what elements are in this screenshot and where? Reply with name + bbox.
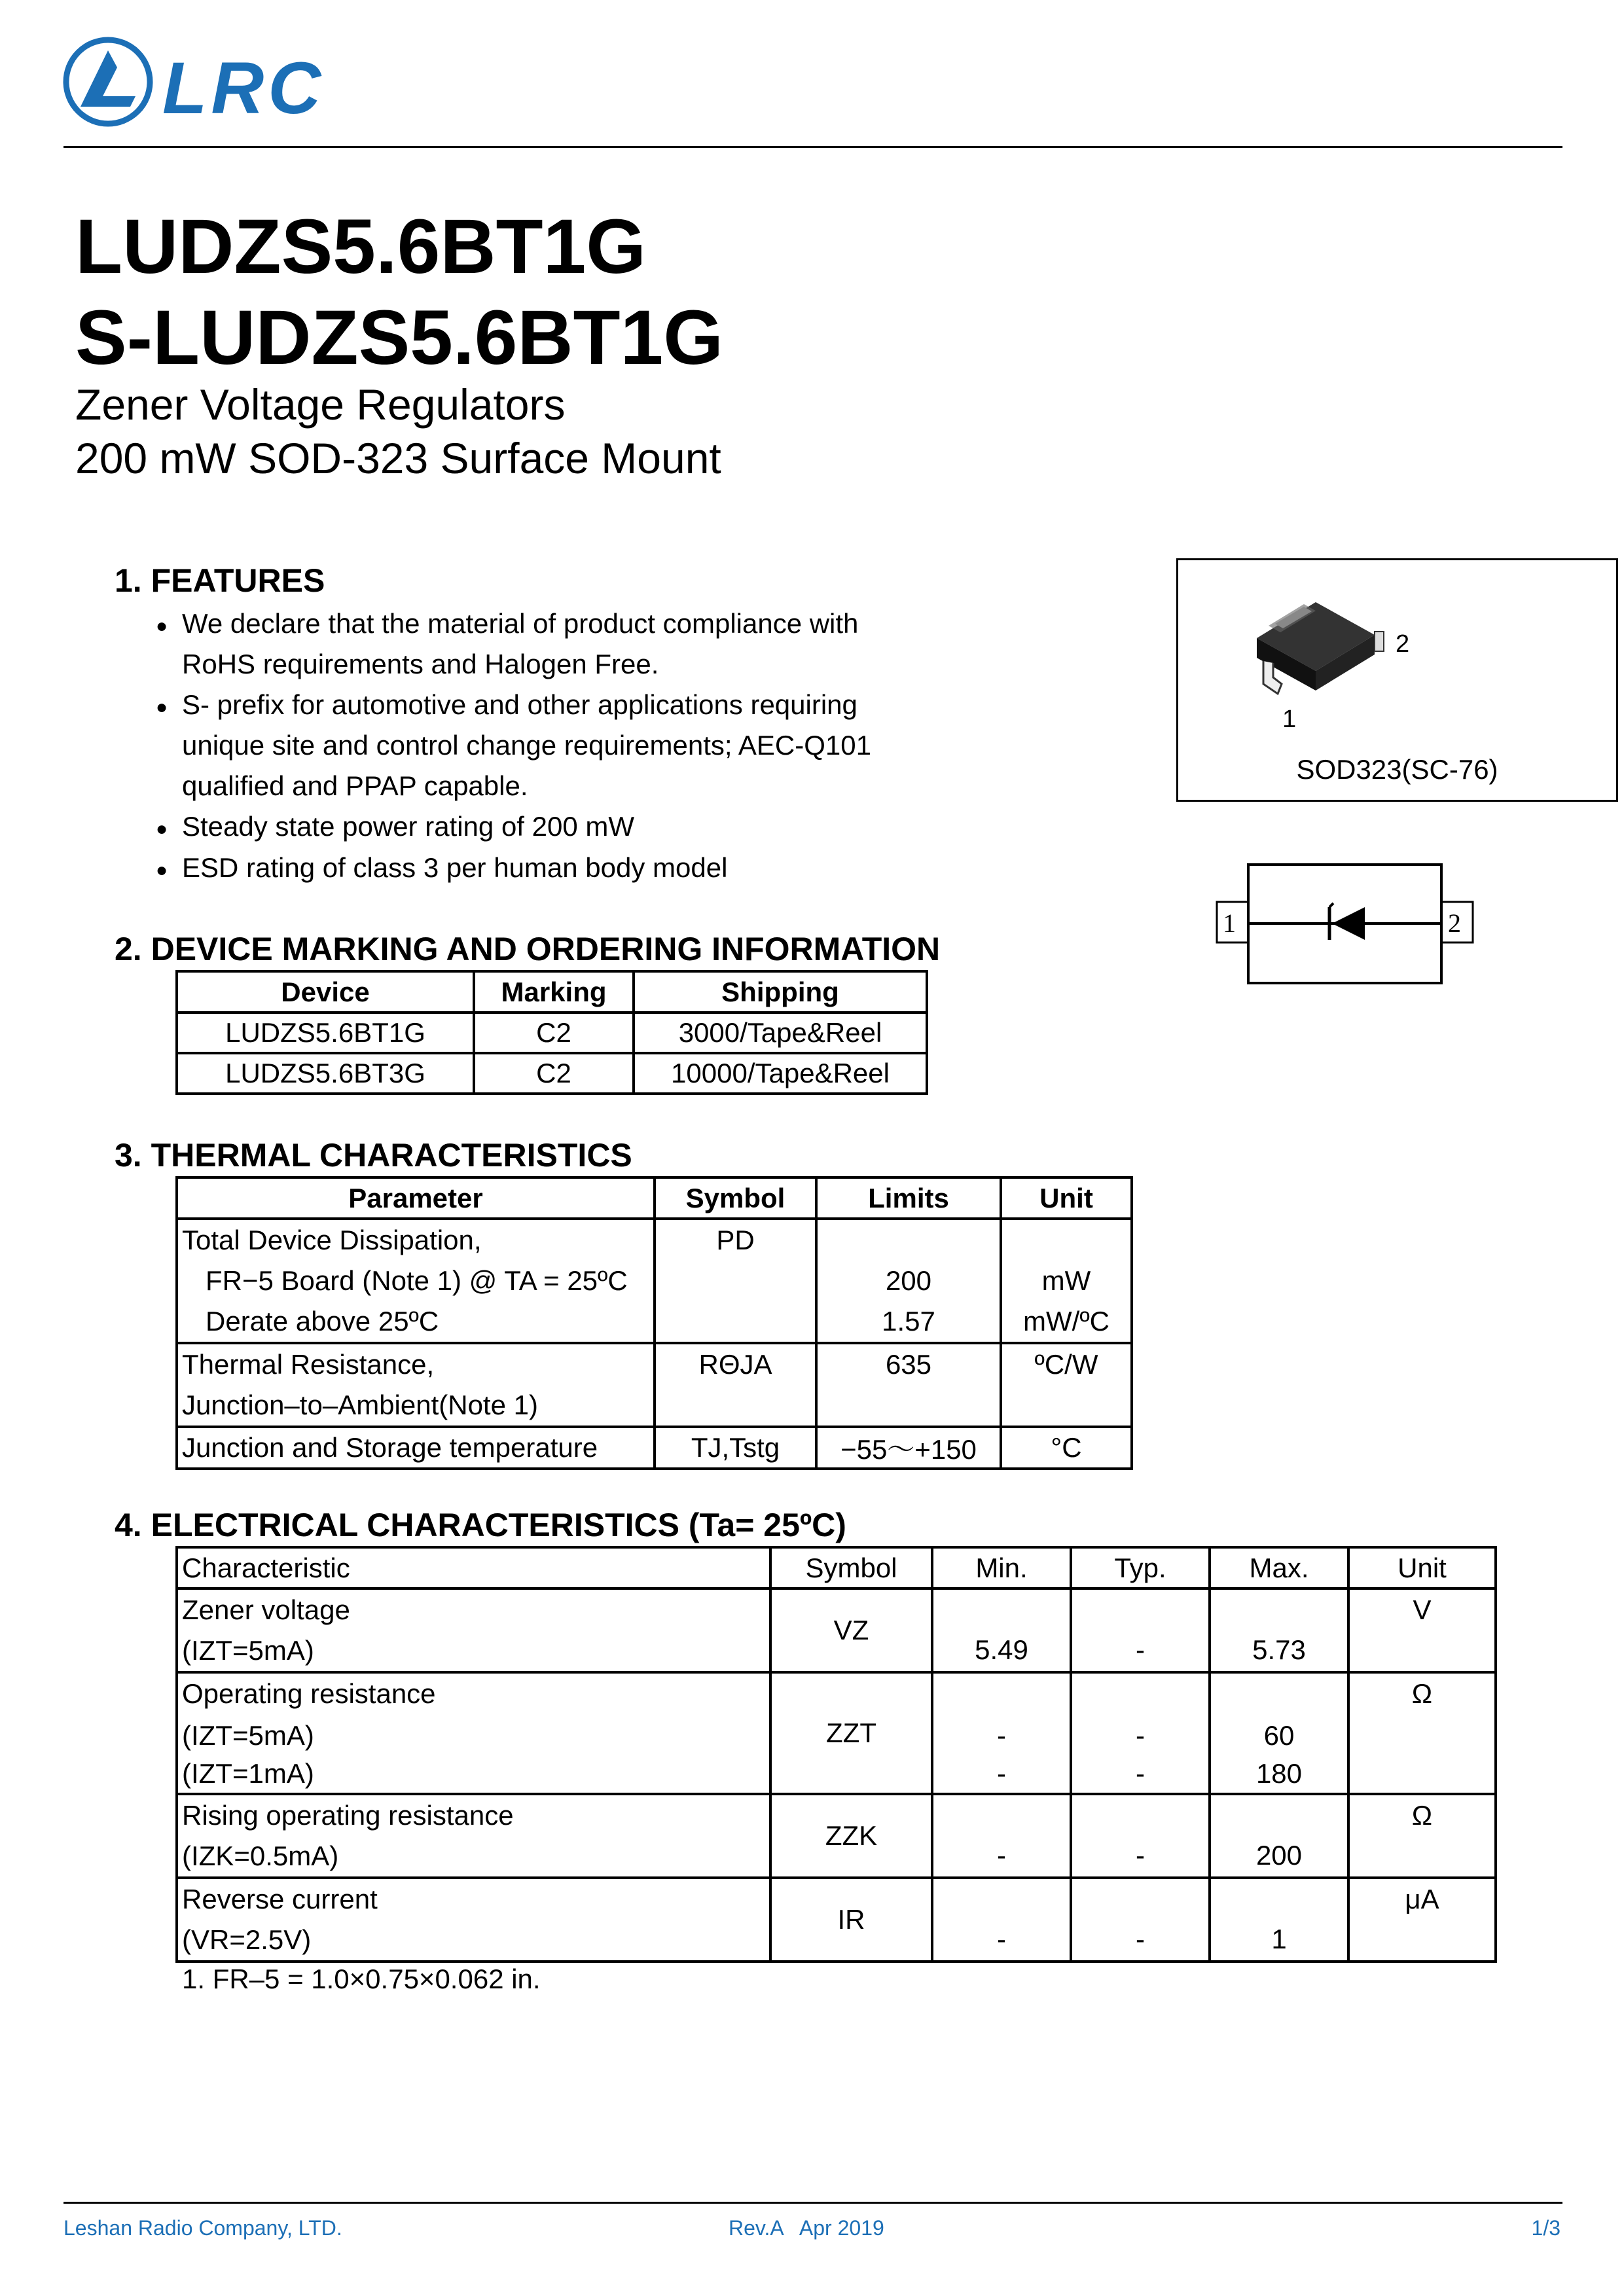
subtitle-line2: 200 mW SOD-323 Surface Mount	[75, 434, 721, 482]
table-cell: 3000/Tape&Reel	[634, 1013, 927, 1053]
feature-line: ESD rating of class 3 per human body model	[182, 852, 728, 883]
sod323-package-icon	[1244, 586, 1440, 736]
package-label: SOD323(SC-76)	[1296, 754, 1498, 785]
table-header: Parameter	[177, 1177, 655, 1219]
electrical-table	[175, 1546, 1497, 1963]
table-cell: Junction and Storage temperature	[177, 1427, 655, 1469]
table-cell: Derate above 25ºC	[206, 1306, 439, 1336]
part-number-title-s: S-LUDZS5.6BT1G	[75, 295, 724, 381]
table-header: Max.	[1210, 1547, 1348, 1588]
table-row	[177, 1878, 1496, 1962]
table-cell: IR	[770, 1878, 932, 1962]
table-header: Characteristic	[177, 1547, 770, 1588]
table-row	[177, 1219, 1132, 1343]
table-header: Limits	[816, 1177, 1001, 1219]
table-cell: RΘJA	[655, 1343, 816, 1427]
table-header: Symbol	[770, 1547, 932, 1588]
footer-company: Leshan Radio Company, LTD.	[63, 2216, 342, 2240]
table-cell: (IZT=5mA)	[182, 1720, 314, 1751]
table-cell: C2	[474, 1013, 634, 1053]
table-cell: 10000/Tape&Reel	[634, 1053, 927, 1094]
table-cell: ZZK	[770, 1794, 932, 1878]
electrical-heading: 4. ELECTRICAL CHARACTERISTICS (Ta= 25ºC)	[115, 1507, 846, 1543]
table-header: Marking	[474, 971, 634, 1013]
table-cell: FR−5 Board (Note 1) @ TA = 25ºC	[206, 1265, 628, 1296]
table-cell: (IZT=5mA)	[182, 1635, 314, 1666]
feature-line: qualified and PPAP capable.	[182, 770, 528, 801]
subtitle-line1: Zener Voltage Regulators	[75, 380, 566, 429]
table-row	[177, 1343, 1132, 1427]
table-cell: Operating resistance	[182, 1678, 436, 1709]
table-cell: 5.49	[932, 1588, 1071, 1672]
table-header: Unit	[1348, 1547, 1496, 1588]
table-cell: Junction–to–Ambient(Note 1)	[182, 1390, 538, 1420]
table-header: Symbol	[655, 1177, 816, 1219]
table-cell: mW/ºC	[1023, 1306, 1110, 1336]
electrical-note: 1. FR–5 = 1.0×0.75×0.062 in.	[182, 1964, 541, 1994]
package-pin1-label: 1	[1282, 706, 1297, 733]
table-cell: Total Device Dissipation,	[182, 1225, 482, 1255]
feature-line: S- prefix for automotive and other applications requiring	[182, 689, 857, 720]
table-cell: °C	[1001, 1427, 1132, 1469]
table-row	[177, 1588, 1496, 1672]
table-cell: -	[997, 1720, 1006, 1751]
table-row	[177, 1794, 1496, 1878]
thermal-heading: 3. THERMAL CHARACTERISTICS	[115, 1137, 632, 1174]
table-row	[177, 1053, 927, 1094]
schematic-pin2-label: 2	[1448, 908, 1461, 938]
table-cell: PD	[655, 1219, 816, 1343]
table-header: Device	[177, 971, 474, 1013]
table-cell: -	[997, 1758, 1006, 1789]
features-heading: 1. FEATURES	[115, 562, 325, 599]
table-cell: (VR=2.5V)	[182, 1924, 312, 1955]
table-cell: -	[1071, 1878, 1210, 1962]
table-cell: ºC/W	[1001, 1343, 1132, 1427]
table-cell: C2	[474, 1053, 634, 1094]
table-cell: 200	[1210, 1794, 1348, 1878]
table-header: Typ.	[1071, 1547, 1210, 1588]
table-row	[177, 1672, 1496, 1794]
feature-line: unique site and control change requirements; AEC-Q101	[182, 730, 871, 761]
table-row	[177, 1013, 927, 1053]
table-header: Unit	[1001, 1177, 1132, 1219]
table-cell: 635	[816, 1343, 1001, 1427]
marking-heading: 2. DEVICE MARKING AND ORDERING INFORMATION	[115, 931, 941, 967]
thermal-table	[175, 1176, 1133, 1470]
table-cell: 1	[1210, 1878, 1348, 1962]
table-cell: -	[1136, 1758, 1145, 1789]
table-cell: -	[1071, 1588, 1210, 1672]
footer-page-number: 1/3	[1531, 2216, 1561, 2240]
table-cell: 200	[885, 1265, 932, 1296]
header-divider	[63, 146, 1562, 148]
table-cell: Zener voltage	[182, 1594, 350, 1625]
logo-text: LRC	[162, 47, 325, 129]
table-cell: -	[932, 1878, 1071, 1962]
table-cell: Rising operating resistance	[182, 1800, 514, 1831]
table-cell: 180	[1255, 1758, 1303, 1789]
footer-divider	[63, 2202, 1562, 2204]
part-number-title: LUDZS5.6BT1G	[75, 204, 647, 290]
table-cell: ZZT	[770, 1672, 932, 1794]
diode-schematic-icon	[1216, 863, 1477, 987]
table-cell: TJ,Tstg	[655, 1427, 816, 1469]
table-cell: (IZK=0.5mA)	[182, 1840, 339, 1871]
table-cell: Ω	[1348, 1794, 1496, 1878]
bullet-icon: ●	[156, 818, 168, 840]
footer-revision: Rev.A Apr 2019	[729, 2216, 884, 2240]
table-cell: V	[1348, 1588, 1496, 1672]
schematic-pin1-label: 1	[1223, 908, 1236, 938]
table-cell: mW	[1041, 1265, 1091, 1296]
bullet-icon: ●	[156, 615, 168, 637]
feature-line: RoHS requirements and Halogen Free.	[182, 649, 659, 679]
table-cell: -	[932, 1794, 1071, 1878]
table-cell: 60	[1263, 1720, 1295, 1751]
table-cell: Thermal Resistance,	[182, 1349, 435, 1380]
table-cell: Ω	[1348, 1672, 1496, 1794]
table-header: Shipping	[634, 971, 927, 1013]
feature-line: We declare that the material of product compliance with	[182, 608, 859, 639]
table-cell: −55～+150	[816, 1427, 1001, 1469]
feature-line: Steady state power rating of 200 mW	[182, 811, 635, 842]
bullet-icon: ●	[156, 696, 168, 718]
table-cell: VZ	[770, 1588, 932, 1672]
table-cell: Reverse current	[182, 1884, 378, 1914]
lrc-logo-icon	[62, 36, 154, 128]
package-pin2-label: 2	[1396, 630, 1410, 658]
table-cell: -	[1136, 1720, 1145, 1751]
table-cell: μA	[1348, 1878, 1496, 1962]
table-cell: 1.57	[882, 1306, 935, 1336]
table-cell: LUDZS5.6BT1G	[177, 1013, 474, 1053]
table-cell: -	[1071, 1794, 1210, 1878]
bullet-icon: ●	[156, 859, 168, 881]
table-cell: 5.73	[1210, 1588, 1348, 1672]
table-row	[177, 1427, 1132, 1469]
marking-table	[175, 970, 928, 1095]
table-cell: (IZT=1mA)	[182, 1758, 314, 1789]
table-cell: LUDZS5.6BT3G	[177, 1053, 474, 1094]
table-header: Min.	[932, 1547, 1071, 1588]
